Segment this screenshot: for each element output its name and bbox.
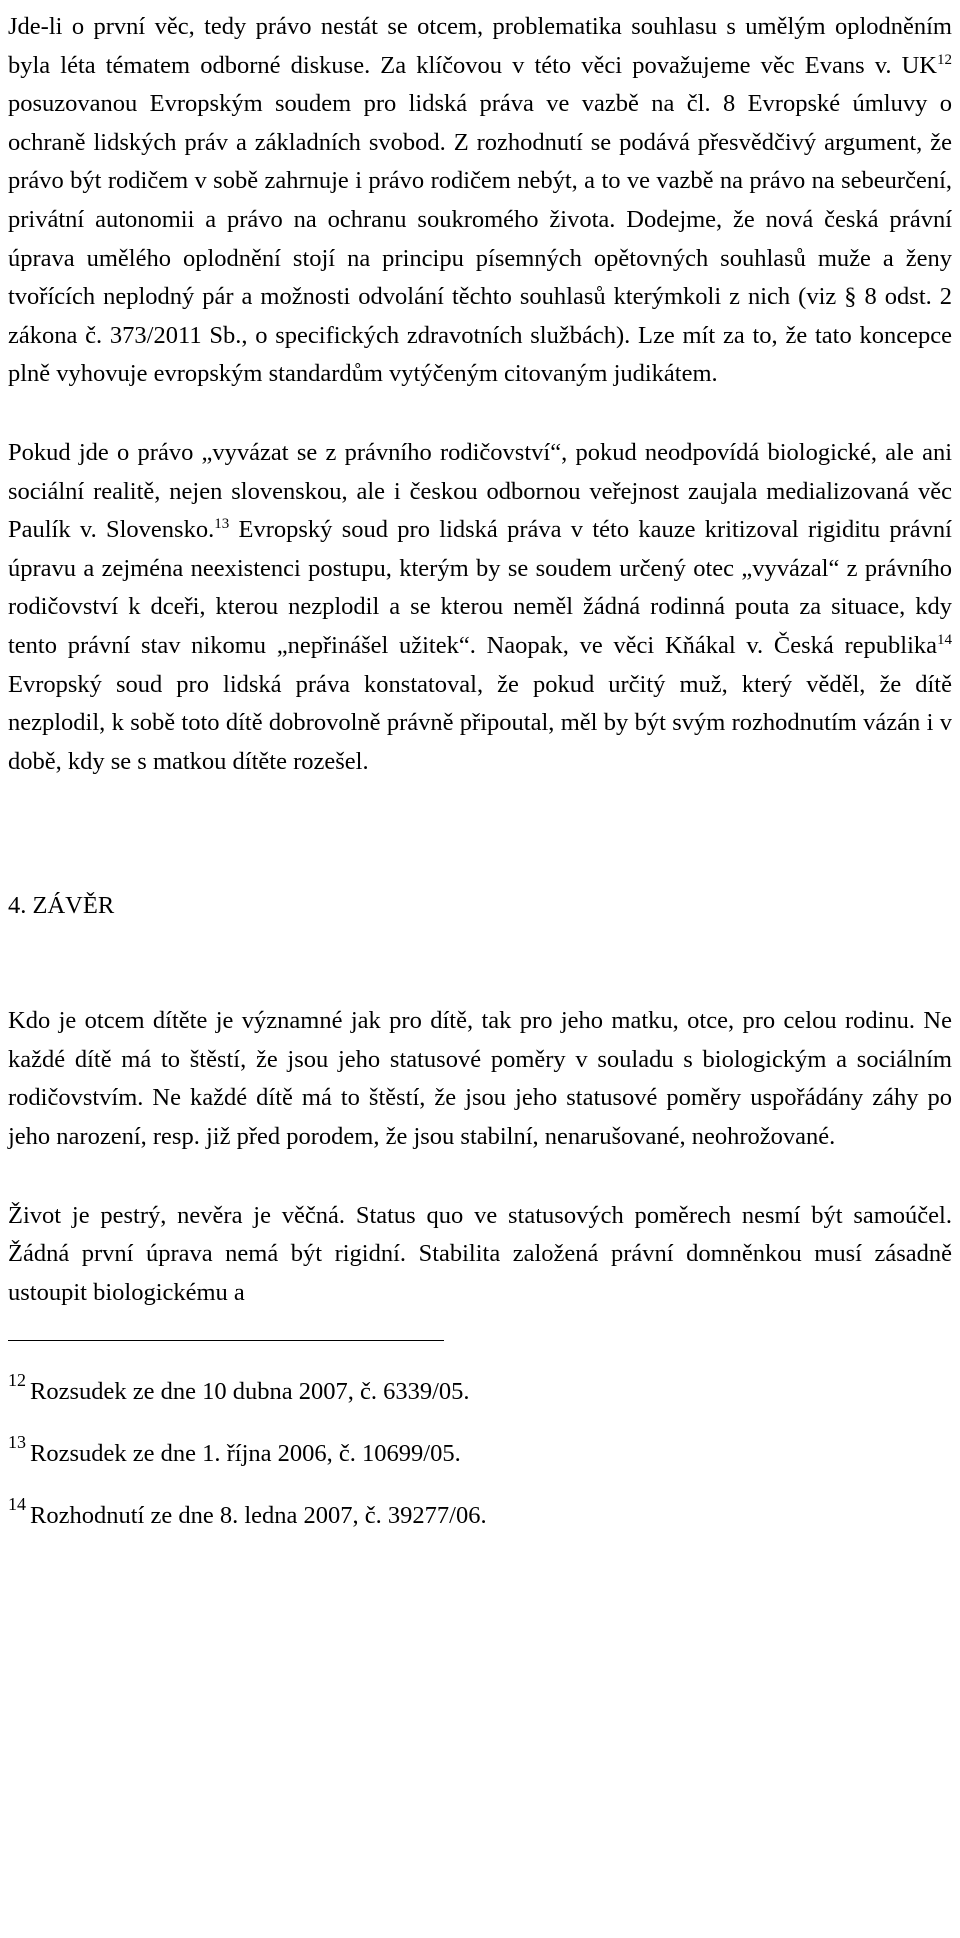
paragraph-text: Jde-li o první věc, tedy právo nestát se otcem, problematika souhlasu s umělým oplodněním byla léta tématem odborné diskuse. Za klíčovou v této věci považujeme věc Evans v. UK: [8, 13, 952, 79]
paragraph-text: Evropský soud pro lidská práva konstatoval, že pokud určitý muž, který věděl, že dítě nezplodil, k sobě toto dítě dobrovolně právně připoutal, měl by být svým rozhodnutím vázán i v době, kdy se s matkou dítěte rozešel.: [8, 670, 952, 775]
footnote-text: Rozsudek ze dne 10 dubna 2007, č. 6339/05.: [30, 1378, 470, 1406]
paragraph-text: Pokud jde o právo „vyvázat se z právního rodičovství“, pokud neodpovídá biologické, ale ani sociální realitě, nejen slovenskou, ale i českou odbornou veřejnost zaujala medializovaná věc Paulík v. Slovensko.: [8, 438, 952, 544]
footnote-14: [8, 1494, 952, 1531]
paragraph-conclusion-2: Život je pestrý, nevěra je věčná. Status quo ve statusových poměrech nesmí být samoúčel. Žádná první úprava nemá být rigidní. Stabilita založená právní domněnkou musí zásadně ustoupit biologickému a: [8, 1201, 952, 1306]
footnote-separator: [8, 1340, 444, 1341]
footnote-text: Rozhodnutí ze dne 8. ledna 2007, č. 39277/06.: [30, 1502, 487, 1530]
footnote-ref-14[interactable]: 14: [937, 631, 952, 648]
footnote-12: [8, 1370, 952, 1407]
paragraph-text: Evropský soud pro lidská práva v této kauze kritizoval rigiditu právní úpravu a zejména neexistenci postupu, kterým by se soudem určený otec „vyvázal“ z právního rodičovství k dceři, kterou nezplodil a se kterou neměl žádná rodinná pouta za situace, kdy tento právní stav nikomu „nepřinášel užitek“. Naopak, ve věci Kňákal v. Česká republika: [8, 516, 952, 659]
footnote-number: 14: [8, 1494, 26, 1515]
paragraph-conclusion-1: Kdo je otcem dítěte je významné jak pro dítě, tak pro jeho matku, otce, pro celou rodinu. Ne každé dítě má to štěstí, že jsou jeho statusové poměry v souladu s biologickým a sociálním rodičovstvím. Ne každé dítě má to štěstí, že jsou jeho statusové poměry uspořádány záhy po jeho narození, resp. již před porodem, že jsou stabilní, nenarušované, neohrožované.: [8, 1007, 952, 1151]
section-heading-conclusion: 4. ZÁVĚR: [8, 892, 115, 920]
paragraph-text: posuzovanou Evropským soudem pro lidská práva ve vazbě na čl. 8 Evropské úmluvy o ochraně lidských práv a základních svobod. Z rozhodnutí se podává přesvědčivý argument, že právo být rodičem v sobě zahrnuje i právo rodičem nebýt, a to ve vazbě na právo na sebeurčení, privátní autonomii a právo na ochranu soukromého života. Dodejme, že nová česká právní úprava umělého oplodnění stojí na principu písemných opětovných souhlasů muže a ženy tvořících neplodný pár a možnosti odvolání těchto souhlasů kterýmkoli z nich (viz § 8 odst. 2 zákona č. 373/2011 Sb., o specifických zdravotních službách). Lze mít za to, že tato koncepce plně vyhovuje evropským standardům vytýčeným citovaným judikátem.: [8, 90, 952, 388]
footnote-ref-13[interactable]: 13: [214, 516, 230, 533]
footnote-ref-12[interactable]: 12: [937, 51, 952, 68]
footnote-text: Rozsudek ze dne 1. října 2006, č. 10699/05.: [30, 1440, 461, 1468]
footnote-number: 13: [8, 1432, 26, 1453]
paragraph-right-not-to-be-father: [8, 8, 952, 394]
footnote-number: 12: [8, 1370, 26, 1391]
paragraph-right-to-disengage: [8, 434, 952, 781]
footnote-13: [8, 1432, 952, 1469]
